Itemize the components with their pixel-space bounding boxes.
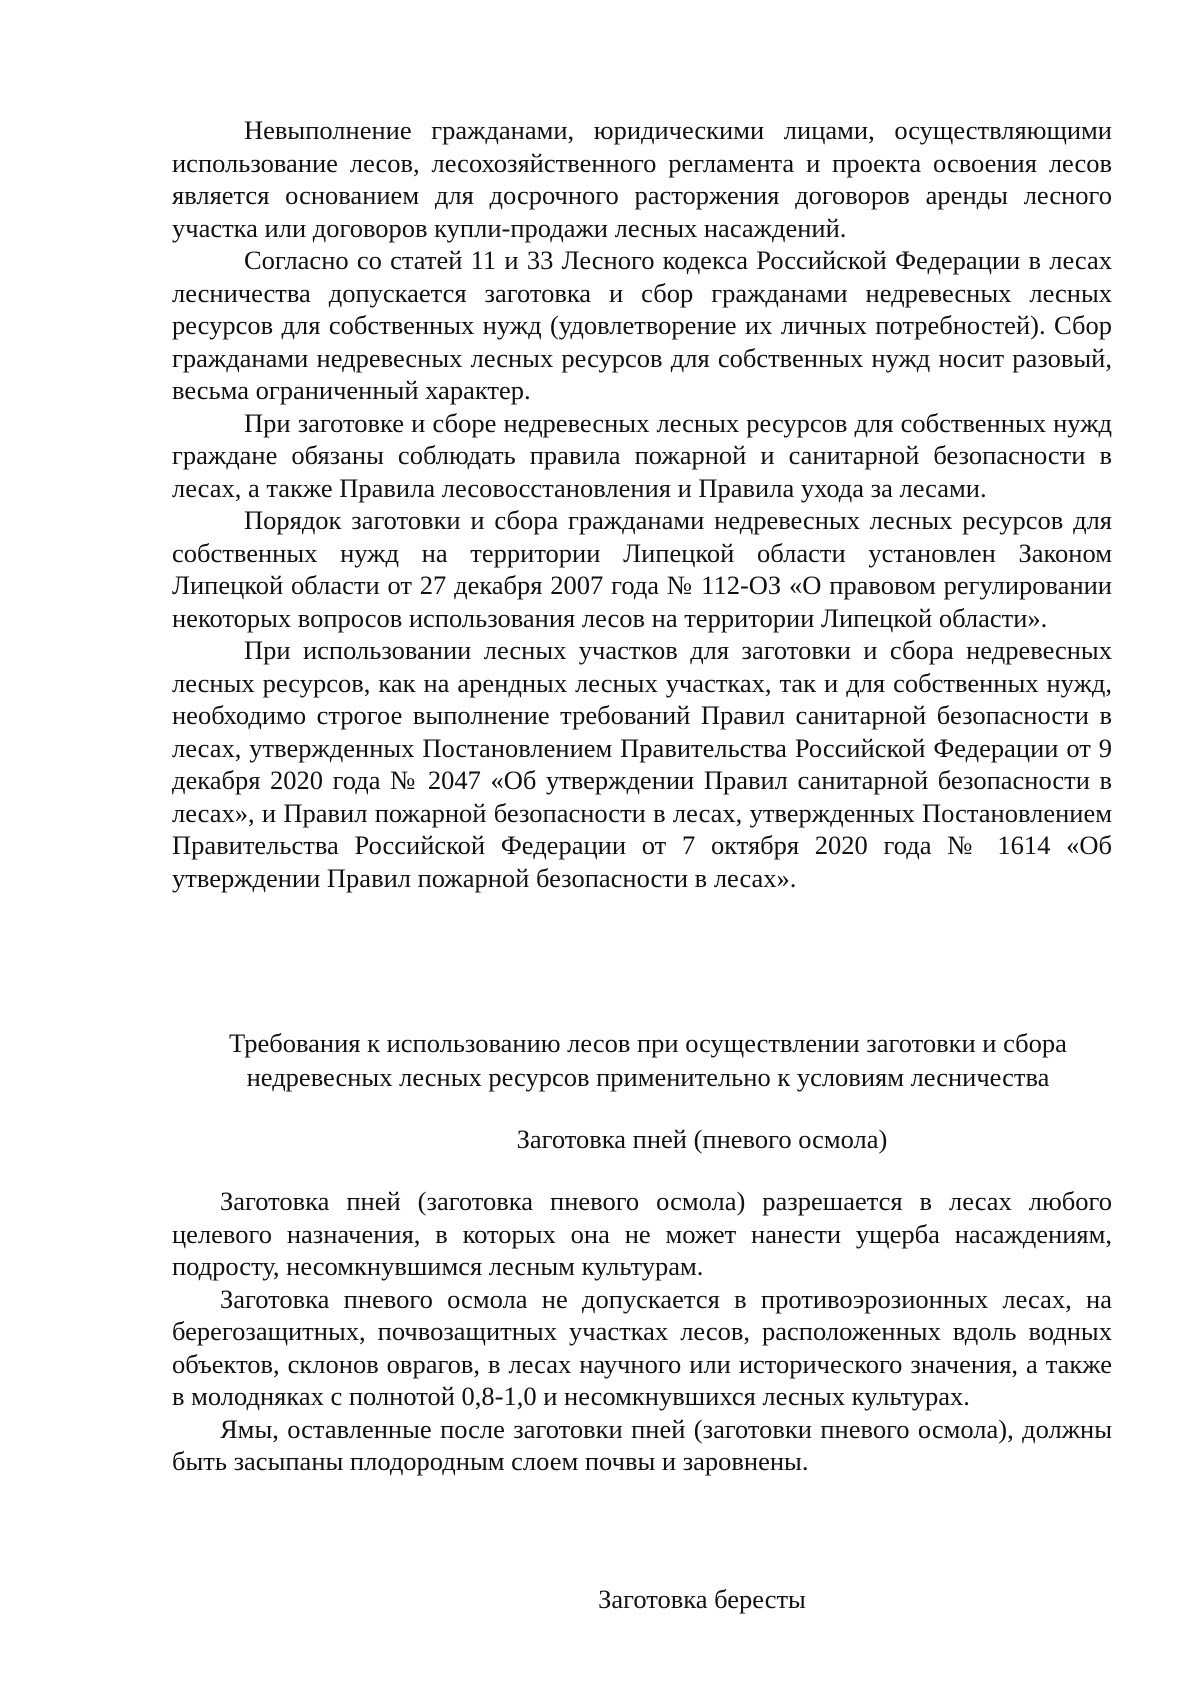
subsection-title-stumps: Заготовка пней (пневого осмола) <box>516 1124 888 1154</box>
paragraph: Согласно со статей 11 и 33 Лесного кодекса Российской Федерации в лесах лесничества допускается заготовка и сбор гражданами недревесных лесных ресурсов для собственных нужд (удовлетворение их личных потребностей). Сбор гражданами недревесных лесных ресурсов для собственных нужд носит разовый, весьма ограниченный характер. <box>172 245 1112 405</box>
paragraph: Ямы, оставленные после заготовки пней (заготовки пневого осмола), должны быть засыпаны плодородным слоем почвы и заровнены. <box>172 1413 1112 1476</box>
paragraph: При использовании лесных участков для заготовки и сбора недревесных лесных ресурсов, как на арендных лесных участках, так и для собственных нужд, необходимо строгое выполнение требований Правил санитарной безопасности в лесах, утвержденных Постановлением Правительства Российской Федерации от 9 декабря 2020 года № 2047 «Об утверждении Правил санитарной безопасности в лесах», и Правил пожарной безопасности в лесах, утвержденных Постановлением Правительства Российской Федерации от 7 октября 2020 года № 1614 «Об утверждении Правил пожарной безопасности в лесах». <box>172 635 1112 893</box>
stumps-text-block <box>172 1185 1112 1478</box>
paragraph: Порядок заготовки и сбора гражданами недревесных лесных ресурсов для собственных нужд на территории Липецкой области установлен Законом Липецкой области от 27 декабря 2007 года № 112-ОЗ «О правовом регулировании некоторых вопросов использования лесов на территории Липецкой области». <box>172 505 1112 633</box>
section-heading: Требования к использованию лесов при осуществлении заготовки и сбора недревесных лесных ресурсов применительно к условиям лесничества <box>229 1028 1067 1092</box>
subsection-title-bark: Заготовка бересты <box>598 1584 806 1614</box>
paragraph: Невыполнение гражданами, юридическими лицами, осуществляющими использование лесов, лесохозяйственного регламента и проекта освоения лесов является основанием для досрочного расторжения договоров аренды лесного участка или договоров купли-продажи лесных насаждений. <box>172 115 1112 243</box>
paragraph: Заготовка пневого осмола не допускается в противоэрозионных лесах, на берегозащитных, почвозащитных участках лесов, расположенных вдоль водных объектов, склонов оврагов, в лесах научного или исторического значения, а также в молодняках с полнотой 0,8-1,0 и несомкнувшихся лесных культурах. <box>172 1283 1112 1411</box>
paragraph: При заготовке и сборе недревесных лесных ресурсов для собственных нужд граждане обязаны соблюдать правила пожарной и санитарной безопасности в лесах, а также Правила лесовосстановления и Правила ухода за лесами. <box>172 407 1112 503</box>
intro-text-block <box>172 114 1112 894</box>
paragraph: Заготовка пней (заготовка пневого осмола) разрешается в лесах любого целевого назначения, в которых она не может нанести ущерба насаждениям, подросту, несомкнувшимся лесным культурам. <box>172 1186 1112 1281</box>
